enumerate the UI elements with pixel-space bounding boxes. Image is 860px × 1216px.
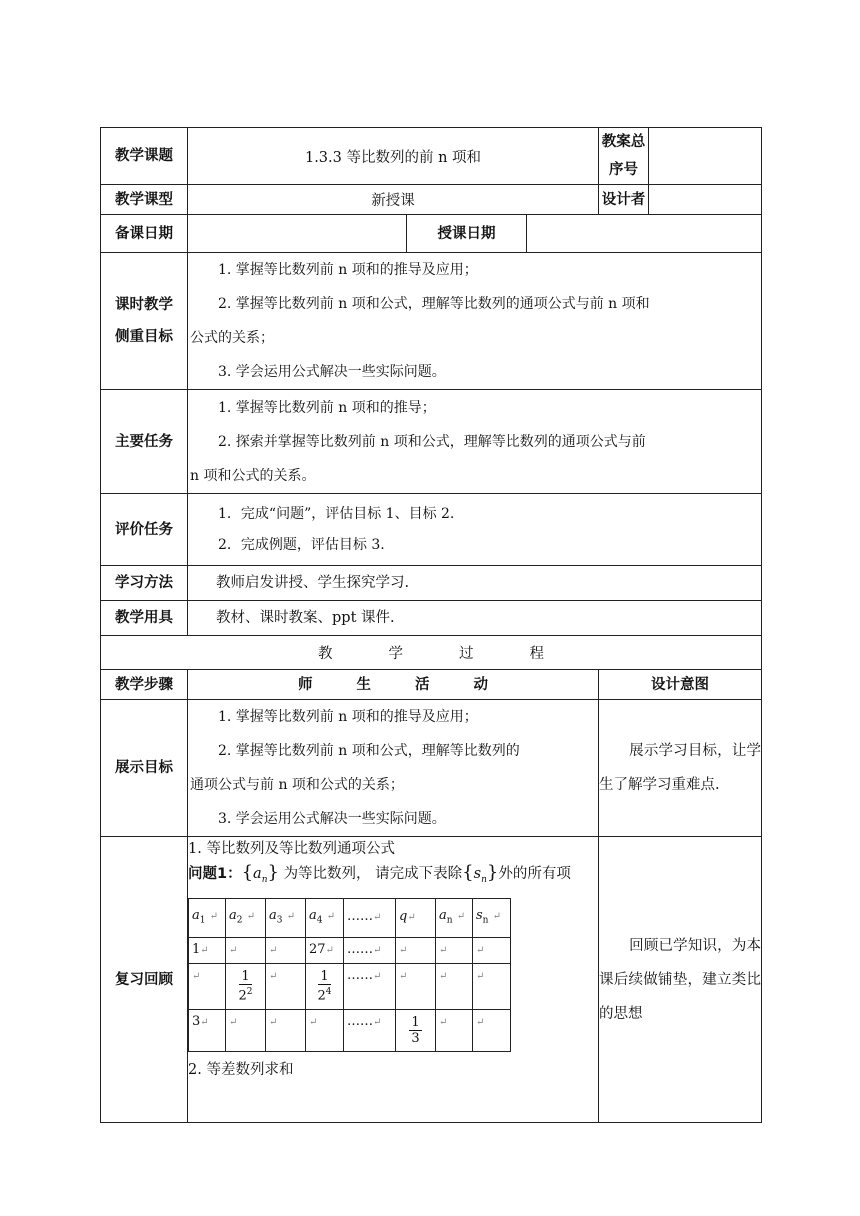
review-heading-2: 2. 等差数列求和 (188, 1061, 294, 1078)
cell: ↵ (473, 937, 511, 963)
topic-label: 教学课题 (101, 128, 188, 185)
step-label: 教学步骤 (101, 670, 188, 700)
evaluation-item-1: 1．完成“问题”，评估目标 1、目标 2. (218, 505, 455, 522)
cell: ↵ (436, 1009, 473, 1051)
intent-label: 设计意图 (599, 670, 762, 700)
review-intent-text: 回顾已学知识，为本课后续做铺垫，建立类比的思想 (599, 937, 762, 1022)
process-title (101, 636, 762, 670)
objective-item-2-cont: 公式的关系； (190, 330, 274, 346)
review-content (188, 837, 599, 1123)
cell: 27↵ (306, 937, 344, 963)
col-a1: $a_1$ ↵ (189, 898, 226, 937)
teach-date-value (527, 215, 762, 253)
cell: ↵ (436, 963, 473, 1009)
review-intent (599, 837, 762, 1123)
process-title-char-3: 过 (459, 646, 474, 662)
col-sn: $s_n$ ↵ (473, 898, 511, 937)
cell: ↵ (226, 937, 266, 963)
cell: ↵ (266, 937, 306, 963)
show-goals-label: 展示目标 (101, 700, 188, 837)
cell: ↵ (226, 1009, 266, 1051)
type-value: 新授课 (188, 185, 599, 215)
task-item-1: 1. 掌握等比数列前 n 项和的推导； (218, 399, 436, 416)
prep-date-label: 备课日期 (101, 215, 188, 253)
tools-value: 教材、课时教案、ppt 课件. (188, 601, 762, 636)
col-dots: ……↵ (344, 898, 396, 937)
topic-value: 1.3.3 等比数列的前 n 项和 (188, 128, 599, 185)
method-value: 教师启发讲授、学生探究学习. (188, 566, 762, 601)
tasks-label: 主要任务 (101, 390, 188, 494)
cell: ……↵ (344, 1009, 396, 1051)
question-end: 外的所有项 (498, 866, 571, 882)
review-question (188, 861, 598, 892)
process-title-char-1: 教 (318, 646, 333, 662)
cell: ……↵ (344, 963, 396, 1009)
col-a3: $a_3$ ↵ (266, 898, 306, 937)
tasks-content (188, 390, 762, 494)
objectives-label-line2: 侧重目标 (115, 329, 173, 345)
cell: ↵ (266, 1009, 306, 1051)
objectives-label-line1: 课时教学 (115, 297, 173, 313)
cell: ↵ (436, 937, 473, 963)
lesson-plan-table (100, 127, 762, 1123)
evaluation-content (188, 494, 762, 566)
activity-char-1: 师 (298, 676, 313, 693)
question-mid: 为等比数列， 请完成下表除 (283, 866, 463, 882)
activity-char-4: 动 (473, 676, 488, 693)
cell: ↵ (473, 1009, 511, 1051)
serial-value (649, 128, 762, 185)
cell: ↵ (396, 937, 436, 963)
cell-frac-a2: $\frac{1}{2^2}$ (226, 963, 266, 1009)
designer-label: 设计者 (599, 185, 649, 215)
sequence-table-row-3 (189, 1009, 511, 1051)
method-label: 学习方法 (101, 566, 188, 601)
review-label: 复习回顾 (101, 837, 188, 1123)
show-goals-content (188, 700, 599, 837)
objective-item-1: 1. 掌握等比数列前 n 项和的推导及应用； (218, 262, 478, 278)
teach-date-label: 授课日期 (407, 215, 527, 253)
cell: ……↵ (344, 937, 396, 963)
activity-header (188, 670, 599, 700)
col-an: $a_n$ ↵ (436, 898, 473, 937)
process-title-char-2: 学 (388, 646, 403, 662)
activity-char-2: 生 (356, 676, 371, 693)
process-title-char-4: 程 (529, 646, 544, 662)
cell: ↵ (396, 963, 436, 1009)
prep-date-value (188, 215, 407, 253)
task-item-2-cont: n 项和公式的关系。 (190, 467, 316, 484)
cell: ↵ (306, 1009, 344, 1051)
seq-an: $\{a_n\}$ (241, 862, 279, 885)
show-goals-intent-text: 展示学习目标，让学生了解学习重难点. (599, 743, 762, 793)
col-q: q↵ (396, 898, 436, 937)
show-goal-item-3: 3. 学会运用公式解决一些实际问题。 (218, 811, 446, 827)
sequence-table (188, 898, 511, 1052)
col-a4: $a_4$ ↵ (306, 898, 344, 937)
objective-item-3: 3. 学会运用公式解决一些实际问题。 (218, 364, 446, 380)
sequence-table-row-2 (189, 963, 511, 1009)
question-label: 问题1： (188, 866, 242, 882)
tools-label: 教学用具 (101, 601, 188, 636)
evaluation-item-2: 2．完成例题，评估目标 3. (218, 536, 385, 553)
activity-char-3: 活 (415, 676, 430, 693)
show-goal-item-2: 2. 掌握等比数列前 n 项和公式，理解等比数列的 (218, 743, 520, 759)
sequence-table-row-1 (189, 937, 511, 963)
objectives-label (101, 253, 188, 390)
cell-frac-q: $\frac{1}{3}$ (396, 1009, 436, 1051)
cell: 3↵ (189, 1009, 226, 1051)
cell: 1↵ (189, 937, 226, 963)
sequence-table-header (189, 898, 511, 937)
col-a2: $a_2$ ↵ (226, 898, 266, 937)
show-goals-intent (599, 700, 762, 837)
review-heading-1: 1. 等比数列及等比数列通项公式 (188, 841, 395, 857)
type-label: 教学课型 (101, 185, 188, 215)
show-goal-item-1: 1. 掌握等比数列前 n 项和的推导及应用； (218, 709, 478, 725)
cell: ↵ (189, 963, 226, 1009)
cell: ↵ (473, 963, 511, 1009)
show-goal-item-2-cont: 通项公式与前 n 项和公式的关系； (190, 777, 404, 793)
serial-label: 教案总序号 (599, 128, 649, 185)
objectives-content (188, 253, 762, 390)
seq-sn: $\{s_n\}$ (462, 862, 499, 885)
cell: ↵ (266, 963, 306, 1009)
designer-value (649, 185, 762, 215)
objective-item-2: 2. 掌握等比数列前 n 项和公式，理解等比数列的通项公式与前 n 项和 (218, 296, 650, 312)
cell-frac-a4: $\frac{1}{2^4}$ (306, 963, 344, 1009)
evaluation-label: 评价任务 (101, 494, 188, 566)
task-item-2: 2. 探索并掌握等比数列前 n 项和公式，理解等比数列的通项公式与前 (218, 433, 646, 450)
